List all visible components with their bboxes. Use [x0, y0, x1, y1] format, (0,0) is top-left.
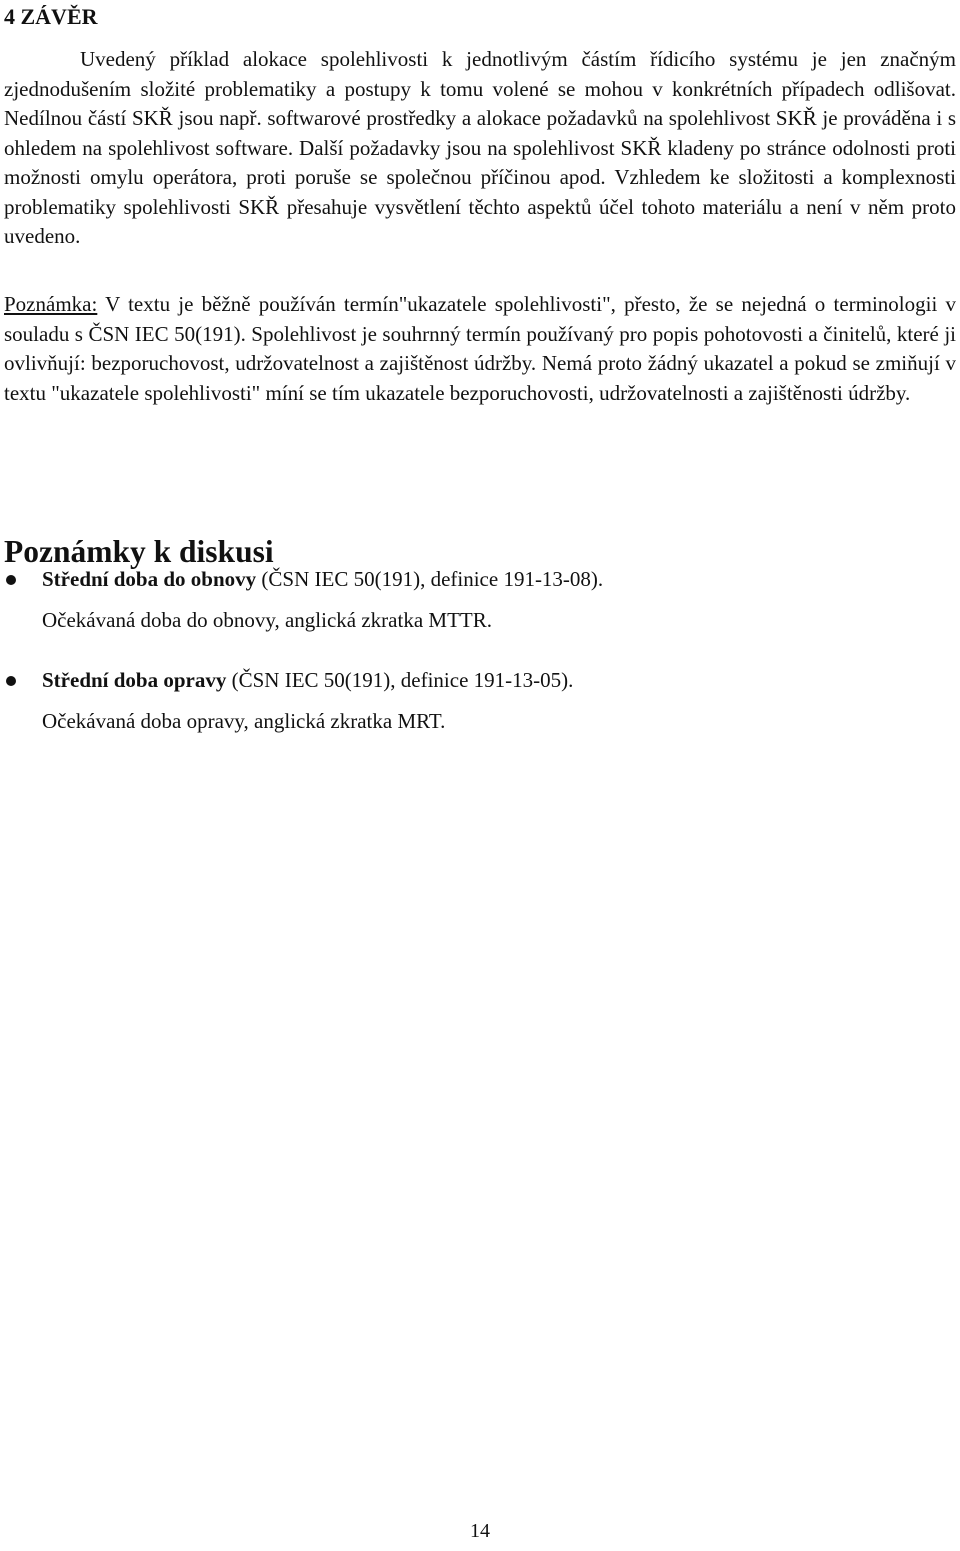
note-text: V textu je běžně používán termín"ukazatele spolehlivosti", přesto, že se nejedná o terminologii v souladu s ČSN IEC 50(191). Spolehlivost je souhrnný termín používaný pro popis pohotovosti a činitelů, které ji ovlivňují: bezporuchovost, udržovatelnost a zajištěnost údržby. Nemá proto žádný ukazatel a pokud se zmiňují v textu "ukazatele spolehlivosti" míní se tím ukazatele bezporuchovosti, udržovatelnosti a zajištěnosti údržby.	[4, 292, 956, 405]
term-description: Očekávaná doba do obnovy, anglická zkratka MTTR.	[42, 608, 492, 632]
bullet-icon	[6, 676, 16, 686]
note-label: Poznámka:	[4, 292, 98, 316]
list-item	[4, 565, 956, 635]
conclusion-paragraph: Uvedený příklad alokace spolehlivosti k jednotlivým částím řídicího systému je jen značným zjednodušením složité problematiky a postupy k tomu volené se mohou v konkrétních případech odlišovat. Nedílnou částí SKŘ jsou např. softwarové prostředky a alokace požadavků na spolehlivost SKŘ je prováděna i s ohledem na spolehlivost software. Další požadavky jsou na spolehlivost SKŘ kladeny po stránce odolnosti proti možnosti omylu operátora, proti poruše se společnou příčinou apod. Vzhledem ke složitosti a komplexnosti problematiky spolehlivosti SKŘ přesahuje vysvětlení těchto aspektů účel tohoto materiálu a není v něm proto uvedeno.	[4, 47, 956, 248]
list-item	[4, 666, 956, 736]
term-description: Očekávaná doba opravy, anglická zkratka MRT.	[42, 709, 446, 733]
term-label: Střední doba opravy	[42, 668, 227, 692]
bullet-icon	[6, 575, 16, 585]
term-reference: (ČSN IEC 50(191), definice 191-13-08).	[256, 567, 604, 591]
term-label: Střední doba do obnovy	[42, 567, 257, 591]
term-reference: (ČSN IEC 50(191), definice 191-13-05).	[226, 668, 574, 692]
section-heading: 4 ZÁVĚR	[4, 4, 98, 29]
page-number: 14	[470, 1520, 490, 1542]
discussion-heading: Poznámky k diskusi	[4, 534, 274, 569]
note-paragraph	[4, 290, 956, 408]
